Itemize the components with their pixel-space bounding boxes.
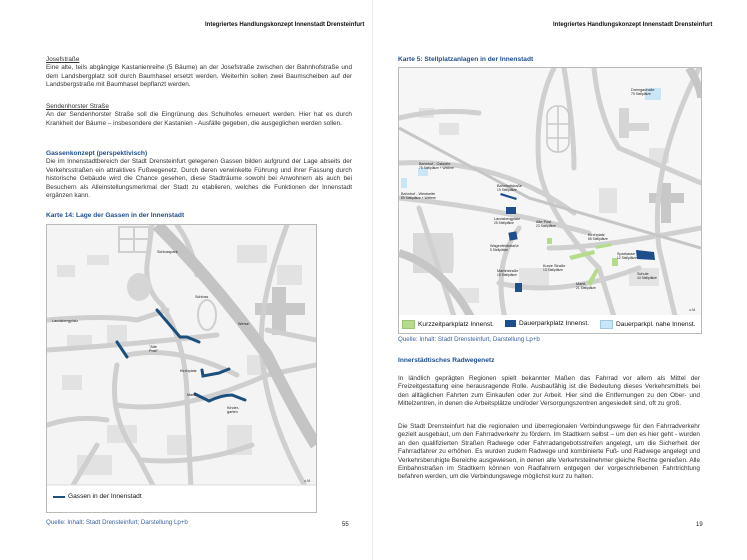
section-heading: Innerstädtisches Radwegenetz bbox=[398, 357, 495, 364]
map-label-kindergarten: Kinder-garten bbox=[227, 406, 240, 415]
map-source: Quelle: Inhalt: Stadt Drensteinfurt, Darstellung Lp+b bbox=[398, 336, 540, 343]
parking-label-martinstrasse: Martinstraße 15 Stellplätze bbox=[497, 269, 519, 278]
legend-item-dauerparkplatz bbox=[505, 320, 589, 327]
legend-item-kurzzeitparkplatz bbox=[402, 320, 494, 329]
legend-label: Kurzzeitparkplatz Innenst. bbox=[418, 321, 494, 328]
map-graphic bbox=[399, 68, 701, 333]
map-label-kirchplatz: Kirchplatz bbox=[180, 369, 197, 373]
map-caption: Karte 14: Lage der Gassen in der Innenstadt bbox=[46, 212, 185, 219]
legend-item-gassen bbox=[53, 493, 142, 500]
map-credit: o.M. bbox=[689, 308, 696, 312]
legend-label: Gassen in der Innenstadt bbox=[68, 493, 142, 500]
running-header: Integriertes Handlungskonzept Innenstadt Drensteinfurt bbox=[205, 22, 365, 28]
section-body: Die im Innenstadtbereich der Stadt Drensteinfurt gelegenen Gassen bilden aufgrund der Lage abseits der Verkehrsstraßen ein attraktives Fußwegenetz. Durch deren verwinkelte Führung und ihrer Fassung durch historische Gebäude wird die Chance gesehen, diese Stadträume sowohl bei Anwohnern als auch bei Besuchern als Alleinstellungsmerkmal der Stadt zu etablieren, welches die Funktionen der Innenstadt ergänzen kann. bbox=[46, 158, 352, 200]
map-source: Quelle: Inhalt: Stadt Drensteinfurt; Darstellung Lp+b bbox=[46, 519, 188, 526]
legend-swatch bbox=[505, 320, 516, 327]
map-credit: o.M. bbox=[304, 479, 311, 483]
map-label-alte-post: "Alte Post" bbox=[149, 345, 158, 354]
section-heading: Sendenhorster Straße bbox=[46, 103, 109, 110]
section-josefstrasse bbox=[46, 56, 352, 90]
parking-label-kurze-strasse: Kurze Straße 13 Stellplätze bbox=[543, 264, 566, 273]
map-label-schlosspark: Schlosspark bbox=[157, 250, 178, 254]
page-number: 19 bbox=[696, 522, 703, 528]
legend-line-swatch bbox=[53, 496, 65, 498]
map-label-markt: Markt bbox=[187, 393, 197, 397]
map-label-schloss: Schloss bbox=[195, 295, 209, 299]
left-page bbox=[0, 0, 373, 560]
running-header: Integriertes Handlungskonzept Innenstadt Drensteinfurt bbox=[553, 22, 713, 28]
section-body: An der Sendenhorster Straße soll die Eingrünung des Schulhofes erneuert werden. Hier hat es durch Krankheit der Bäume – insbesondere der Kastanien - Ausfälle gegeben, die ausgeglichen werden sollen. bbox=[46, 111, 352, 127]
section-heading: Gassenkonzept (perspektivisch) bbox=[46, 150, 148, 157]
map-caption: Karte 5: Stellplatzanlagen in der Innenstadt bbox=[398, 56, 534, 63]
section-body: Eine alte, teils abgängige Kastanienreihe (5 Bäume) an der Josefstraße zwischen der Bahnhofstraße und dem Landsbergplatz soll durch Baumhasel ersetzt werden. Weiterhin sollen zwei Baumscheiben auf der Landsbergstraße mit Baumhasel bepflanzt werden. bbox=[46, 64, 352, 89]
parking-label-wagenfeldstrasse: Wagenfeldstraße 5 Stellplätze bbox=[490, 244, 519, 253]
section-heading: Josefstraße bbox=[46, 56, 80, 63]
paragraph-1: In ländlich geprägten Regionen spielt bekannter Maßen das Fahrrad vor allem als Mittel der Freizeitgestaltung eine herausragende Rolle. Ausbaufähig ist die Bedeutung dieses Verkehrsmittels bei den alltäglichen Fahrten zum Einkaufen oder zur Arbeit. Hier sind die Entfernungen zu den Ober- und Mittelzentren, in denen die Arbeitsplätze und/oder Versorgungszentren angesiedelt sind, oft zu groß. bbox=[398, 375, 700, 408]
legend-swatch bbox=[600, 320, 613, 329]
parking-label-dreingauhalle: Dreingauhalle 75 Stellplätze bbox=[631, 88, 655, 97]
parking-label-sparkasse: Sparkasse 12 Stellplätze bbox=[617, 252, 637, 261]
parking-label-bahnhof-ostseite: Bahnhof - Ostseite 75 Stellplätze + Weitere bbox=[419, 162, 454, 171]
section-sendenhorster-strasse bbox=[46, 103, 352, 128]
parking-label-markt: Markt 21 Stellplätze bbox=[576, 282, 596, 291]
parking-map bbox=[398, 67, 702, 334]
right-page bbox=[373, 0, 747, 560]
legend-swatch bbox=[402, 320, 415, 329]
map-label-werse: Werse bbox=[238, 322, 249, 326]
gassen-map bbox=[46, 224, 317, 513]
legend-item-dauerparkpl-nahe bbox=[600, 320, 696, 329]
parking-label-landsbergplatz: Landsbergplatz 25 Stellplätze bbox=[494, 217, 520, 226]
map-label-landsbergplatz: Landsbergplatz bbox=[52, 319, 78, 323]
parking-label-bahnhof-westseite: Bahnhof - Westseite 80 Stellplätze + Weitere bbox=[401, 192, 436, 201]
legend-label: Dauerparkplatz Innenst. bbox=[519, 320, 590, 327]
paragraph-2: Die Stadt Drensteinfurt hat die regionalen und überregionalen Verbindungswege für den Fahrradverkehr gezielt ausgebaut, um den Fahrradverkehr zu fördern. Im Stadtkern selbst – um den es hier geht - wurden an den qualifizierten Straßen Radwege oder Fahrradangebotsstreifen angelegt, um die Sicherheit der Fahrradfahrer zu erhöhen. Es wurden zudem Radwege und kombinierte Fuß- und Radwege angelegt und Verkehrsberuhigte Bereiche ausgewiesen, in denen alle Verkehrsteilnehmer gleiche Rechte genießen. Alle Einbahnstraßen im Stadtkern können von Radfahrern entgegen der vorgeschriebenen Fahrtrichtung befahren werden, um die Verbindungswege möglichst kurz zu halten. bbox=[398, 423, 700, 481]
section-gassenkonzept bbox=[46, 150, 352, 200]
page-number: 55 bbox=[342, 522, 349, 528]
legend-label: Dauerparkpl. nahe Innenst. bbox=[616, 321, 696, 328]
parking-label-schule: Schule 44 Stellplätze bbox=[637, 272, 657, 281]
parking-label-bahnhofstrasse: Bahnhofstraße 19 Stellplätze bbox=[497, 184, 522, 193]
parking-label-kirchplatz: Kirchplatz 65 Stellplätze bbox=[588, 233, 608, 242]
parking-label-alte-post: Alte Post 23 Stellplätze bbox=[536, 220, 556, 229]
